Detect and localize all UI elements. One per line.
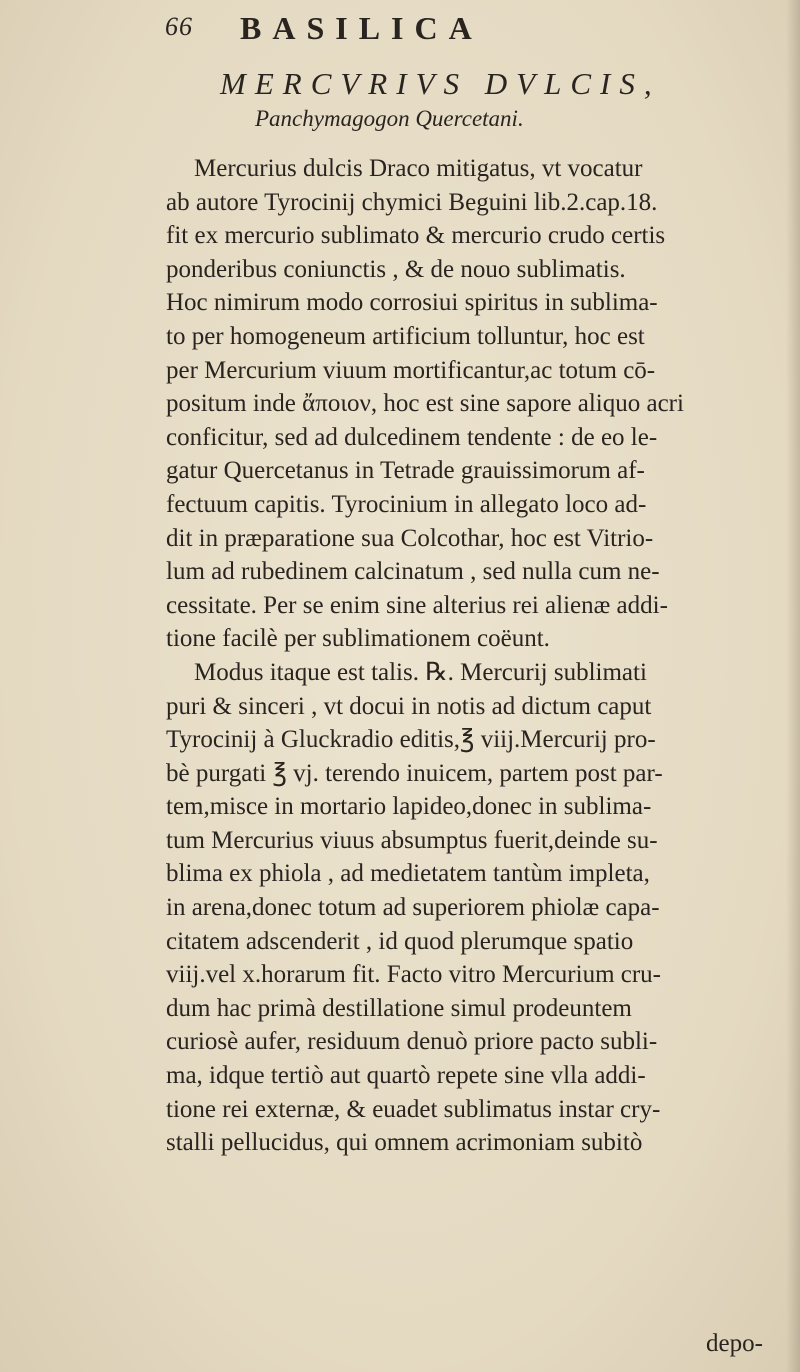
text-line: stalli pellucidus, qui omnem acrimoniam subitò bbox=[166, 1129, 643, 1157]
text-line: lum ad rubedinem calcinatum , sed nulla cum ne- bbox=[166, 558, 660, 586]
text-line: to per homogeneum artificium tolluntur, hoc est bbox=[166, 322, 645, 350]
section-heading: MERCVRIVS DVLCIS, bbox=[220, 66, 661, 101]
section-subheading: Panchymagogon Quercetani. bbox=[255, 106, 524, 131]
catchword: depo- bbox=[706, 1330, 763, 1357]
text-line: tione facilè per sublimationem coëunt. bbox=[166, 625, 550, 653]
text-line: Hoc nimirum modo corrosiui spiritus in sublima- bbox=[166, 289, 658, 317]
text-line: citatem adscenderit , id quod plerumque spatio bbox=[166, 927, 634, 955]
text-line: bè purgati ℥ vj. terendo inuicem, partem post par- bbox=[166, 759, 663, 787]
text-line: ab autore Tyrocinij chymici Beguini lib.2.cap.18. bbox=[166, 188, 658, 216]
text-line: gatur Quercetanus in Tetrade grauissimorum af- bbox=[166, 457, 645, 485]
running-title: BASILICA bbox=[240, 10, 483, 46]
text-line: dum hac primà destillatione simul prodeuntem bbox=[166, 994, 632, 1022]
text-line: Modus itaque est talis. ℞. Mercurij sublimati bbox=[194, 658, 647, 686]
text-line: curiosè aufer, residuum denuò priore pacto subli- bbox=[166, 1028, 658, 1056]
text-line: viij.vel x.horarum fit. Facto vitro Mercurium cru- bbox=[166, 961, 662, 989]
text-line: tione rei externæ, & euadet sublimatus instar cry- bbox=[166, 1095, 661, 1123]
text-line: conficitur, sed ad dulcedinem tendente : de eo le- bbox=[166, 423, 658, 451]
text-line: puri & sinceri , vt docui in notis ad dictum caput bbox=[166, 692, 652, 720]
text-line: tem,misce in mortario lapideo,donec in sublima- bbox=[166, 793, 652, 821]
text-line: ponderibus coniunctis , & de nouo sublimatis. bbox=[166, 255, 626, 283]
text-line: cessitate. Per se enim sine alterius rei alienæ addi- bbox=[166, 591, 668, 619]
text-line: Tyrocinij à Gluckradio editis,℥ viij.Mercurij pro- bbox=[166, 726, 656, 754]
text-line: tum Mercurius viuus absumptus fuerit,deinde su- bbox=[166, 826, 658, 854]
text-line: per Mercurium viuum mortificantur,ac totum cō- bbox=[166, 356, 656, 384]
page-edge-shadow bbox=[786, 0, 800, 1372]
text-line: blima ex phiola , ad medietatem tantùm impleta, bbox=[166, 860, 650, 888]
page-number: 66 bbox=[165, 12, 193, 41]
body-text bbox=[166, 152, 782, 1160]
text-line: fit ex mercurio sublimato & mercurio crudo certis bbox=[166, 222, 666, 250]
text-line: positum inde ἄποιον, hoc est sine sapore aliquo acri bbox=[166, 390, 684, 418]
running-head bbox=[165, 6, 585, 52]
text-line: in arena,donec totum ad superiorem phiolæ capa- bbox=[166, 894, 660, 922]
text-line: dit in præparatione sua Colcothar, hoc est Vitrio- bbox=[166, 524, 654, 552]
text-line: Mercurius dulcis Draco mitigatus, vt vocatur bbox=[194, 155, 643, 182]
text-line: fectuum capitis. Tyrocinium in allegato loco ad- bbox=[166, 490, 647, 518]
text-line: ma, idque tertiò aut quartò repete sine vlla addi- bbox=[166, 1062, 646, 1090]
